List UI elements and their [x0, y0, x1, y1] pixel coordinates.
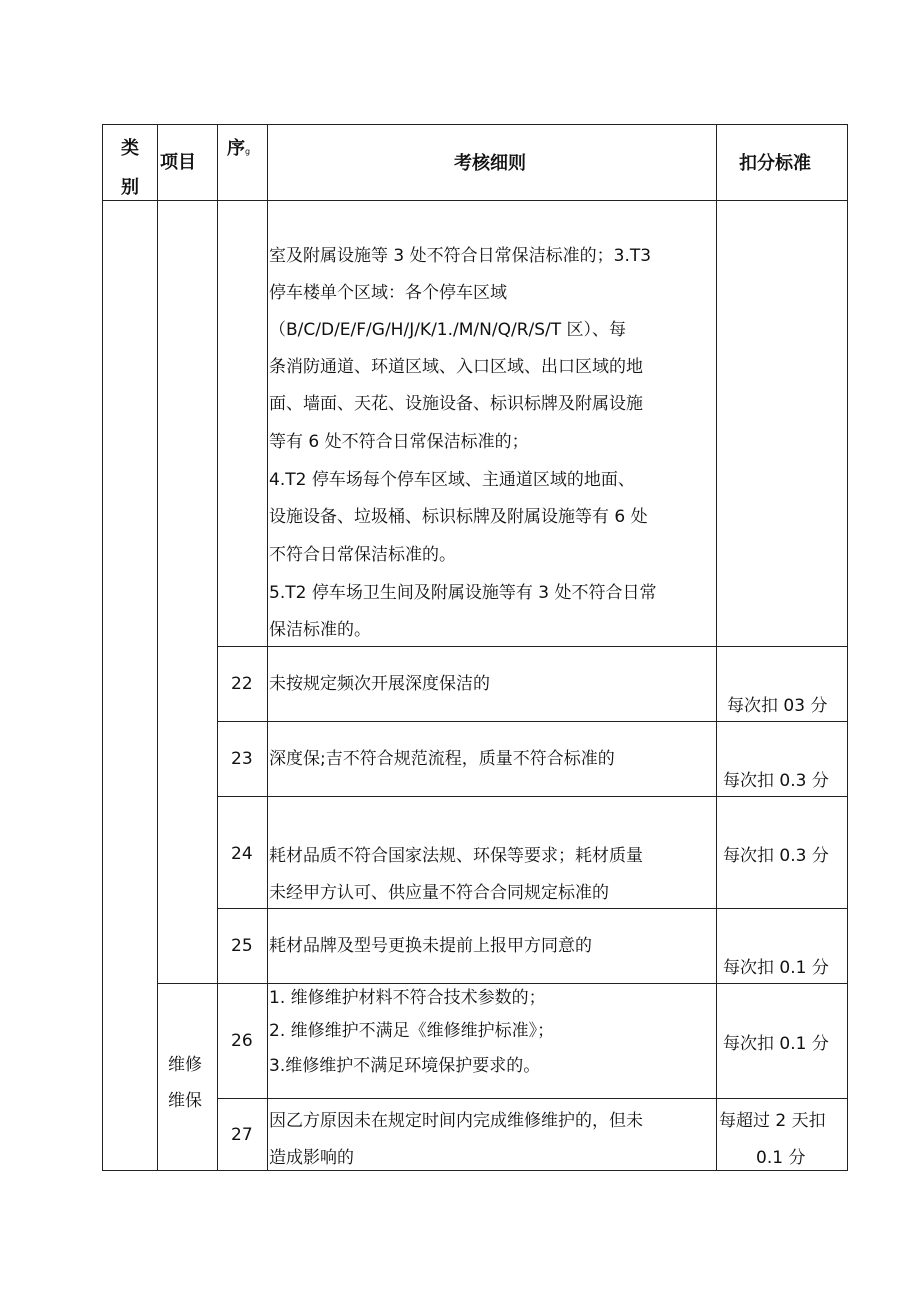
detail-line: （B/C/D/E/F/G/H/J/K/1./M/N/Q/R/S/T 区）、每	[269, 320, 627, 340]
row-standard: 每次扣 0.1 分	[723, 1034, 829, 1054]
row-detail-line: 造成影响的	[269, 1148, 354, 1168]
row-divider	[217, 1098, 848, 1099]
row-detail: 耗材品牌及型号更换未提前上报甲方同意的	[269, 936, 592, 956]
row-detail: 深度保;吉不符合规范流程，质量不符合标准的	[269, 749, 615, 769]
detail-line: 4.T2 停车场每个停车区域、主通道区域的地面、	[269, 470, 635, 490]
row-standard: 每次扣 0.3 分	[723, 771, 829, 791]
row-seq: 27	[231, 1125, 253, 1145]
row-seq: 24	[231, 844, 253, 864]
header-detail: 考核细则	[454, 153, 526, 174]
row-divider	[102, 200, 848, 201]
row-standard: 每次扣 03 分	[727, 696, 828, 716]
item-group-line-2: 维保	[168, 1091, 202, 1111]
header-item: 项目	[160, 152, 196, 173]
detail-line: 保洁标准的。	[269, 620, 371, 640]
detail-line: 不符合日常保洁标准的。	[269, 545, 456, 565]
header-standard: 扣分标准	[739, 153, 811, 174]
detail-line: 5.T2 停车场卫生间及附属设施等有 3 处不符合日常	[269, 583, 657, 603]
row-detail-line: 3.维修维护不满足环境保护要求的。	[269, 1056, 541, 1076]
header-seq-label: 序	[227, 138, 245, 159]
detail-line: 室及附属设施等 3 处不符合日常保洁标准的；3.T3	[269, 246, 652, 266]
header-category-1: 类	[121, 138, 139, 159]
col-divider	[716, 124, 717, 1171]
item-group-line-1: 维修	[168, 1055, 202, 1075]
row-detail: 未按规定频次开展深度保洁的	[269, 674, 490, 694]
col-divider	[217, 124, 218, 1171]
col-divider	[267, 124, 268, 1171]
row-seq: 22	[231, 674, 253, 694]
col-divider	[157, 124, 158, 1171]
row-detail-line: 1. 维修维护材料不符合技术参数的；	[269, 988, 546, 1008]
row-seq: 25	[231, 936, 253, 956]
header-category-2: 别	[121, 177, 139, 198]
row-standard-line: 0.1 分	[756, 1148, 806, 1168]
detail-line: 条消防通道、环道区域、入口区域、出口区域的地	[269, 357, 643, 377]
row-detail-line: 未经甲方认可、供应量不符合合同规定标准的	[269, 883, 609, 903]
detail-line: 停车楼单个区域：各个停车区域	[269, 283, 507, 303]
row-seq: 26	[231, 1031, 253, 1051]
row-detail-line: 2. 维修维护不满足《维修维护标准》；	[269, 1021, 555, 1041]
row-standard: 每次扣 0.3 分	[723, 846, 829, 866]
header-seq-mark: g	[245, 147, 251, 156]
row-seq: 23	[231, 749, 253, 769]
row-standard: 每次扣 0.1 分	[723, 958, 829, 978]
row-detail-line: 因乙方原因未在规定时间内完成维修维护的，但未	[269, 1111, 643, 1131]
detail-line: 设施设备、垃圾桶、标识标牌及附属设施等有 6 处	[269, 507, 648, 527]
detail-line: 等有 6 处不符合日常保洁标准的；	[269, 432, 529, 452]
header-seq	[227, 130, 250, 170]
row-detail-line: 耗材品质不符合国家法规、环保等要求；耗材质量	[269, 846, 643, 866]
row-standard-line: 每超过 2 天扣	[719, 1111, 826, 1131]
detail-line: 面、墙面、天花、设施设备、标识标牌及附属设施	[269, 394, 643, 414]
